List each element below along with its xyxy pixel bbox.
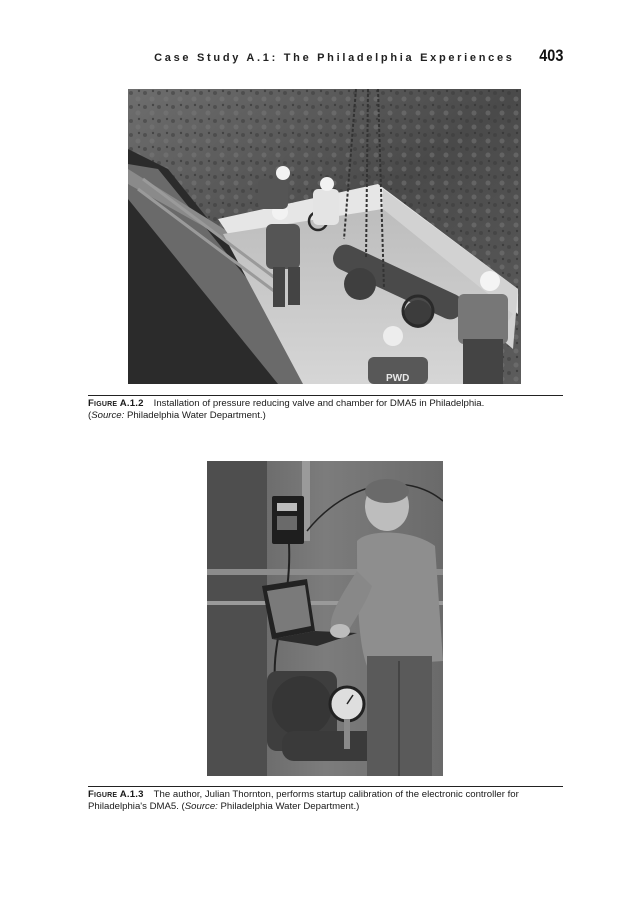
figure-a-1-2-caption [88,398,563,422]
source-label: Source: [91,410,125,421]
figure-label: Figure A.1.3 [88,789,144,800]
figure-a-1-3-photo [207,461,443,776]
figure-a-1-3-caption [88,789,563,813]
source-text: Philadelphia Water Department.) [217,801,360,812]
source-text: Philadelphia Water Department.) [124,410,266,421]
source-open: ( [178,801,185,812]
trench-installation-image [128,89,521,384]
figure-a-1-2-photo [128,89,521,384]
source-label: Source: [184,801,218,812]
running-title: Case Study A.1: The Philadelphia Experiences [154,52,515,64]
caption-rule-1 [88,395,563,396]
figure-label: Figure A.1.2 [88,398,144,409]
pwd-vest-text: PWD [386,373,410,384]
page-number: 403 [538,46,563,65]
caption-text: The author, Julian Thornton, performs startup calibration of the electronic controller for Philadelphia's DMA5. [88,789,519,812]
caption-text: Installation of pressure reducing valve and chamber for DMA5 in Philadelphia. [153,398,485,409]
running-head [154,46,563,66]
source-open: ( [88,410,92,421]
caption-rule-2 [88,786,563,787]
controller-calibration-image [207,461,443,776]
